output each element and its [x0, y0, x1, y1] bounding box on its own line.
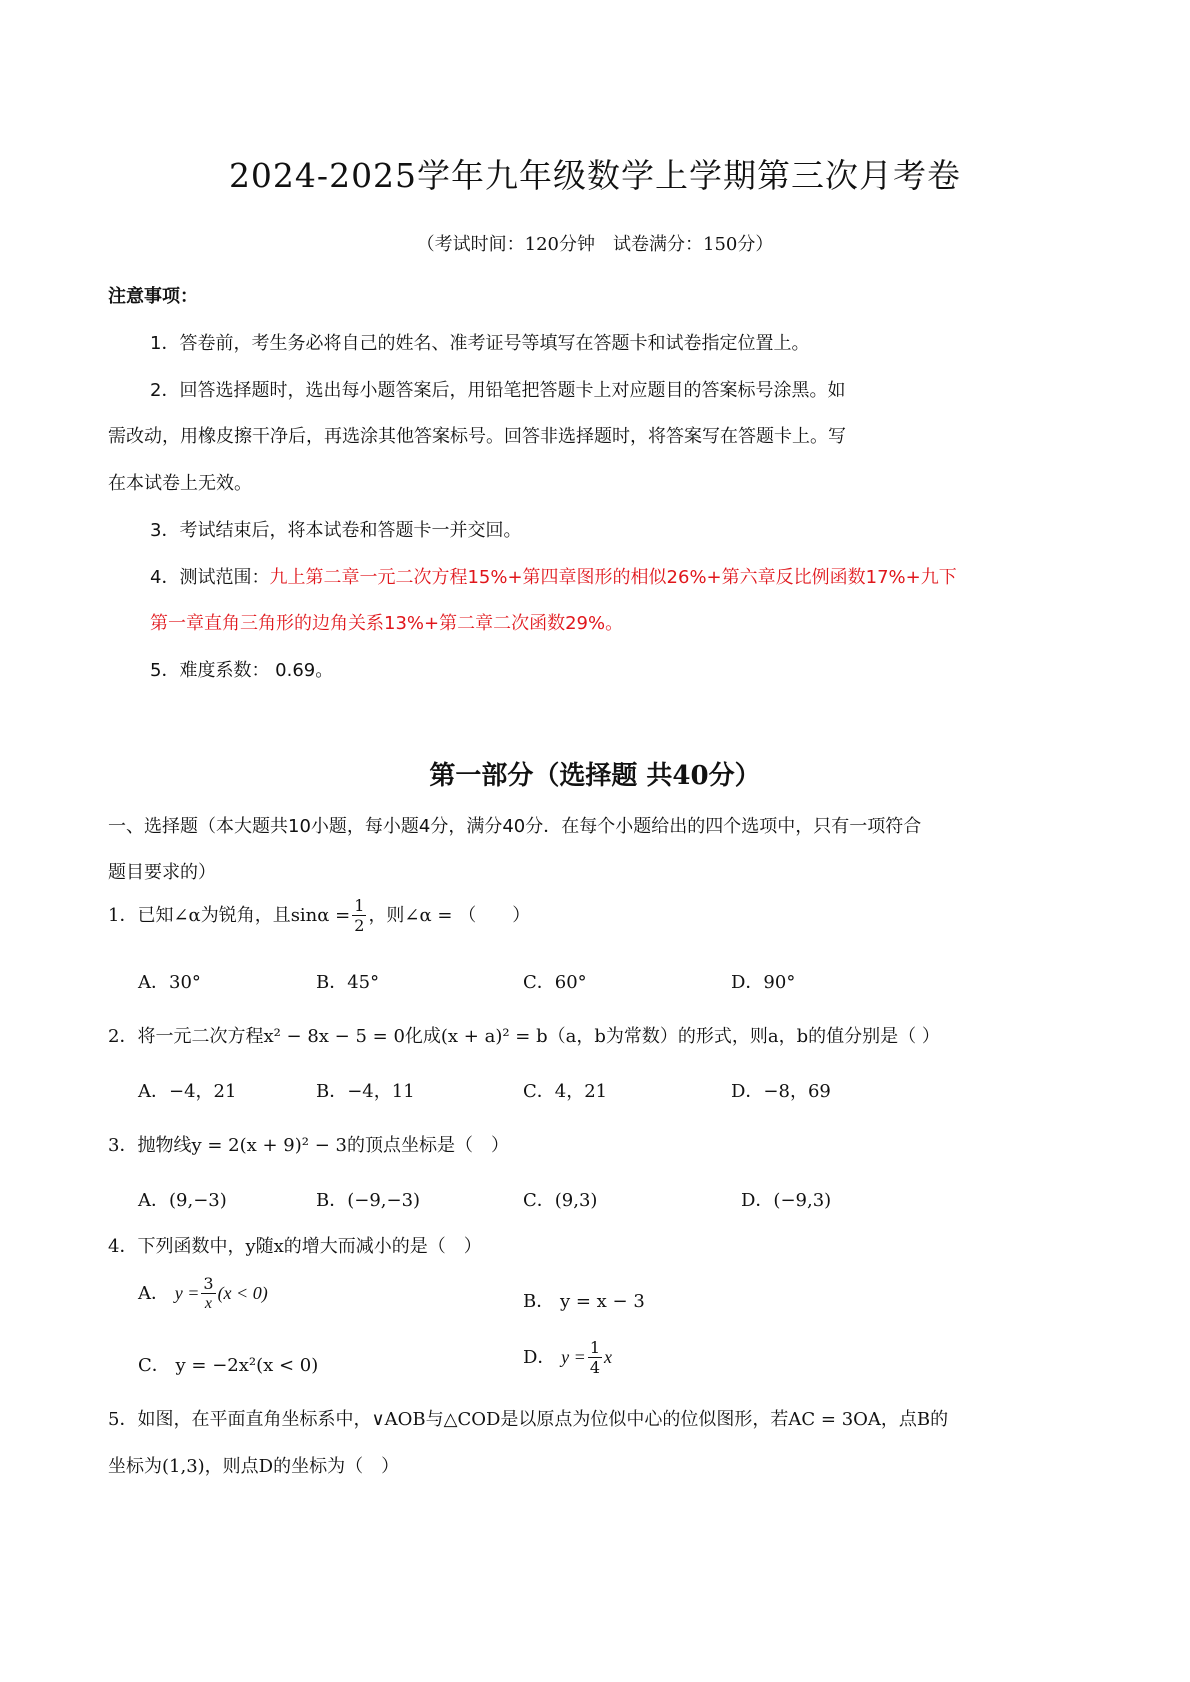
question-4-option-a-denominator: x — [204, 1295, 213, 1312]
question-1-numerator: 1 — [354, 896, 365, 915]
question-3-option-c: C．(9,3) — [523, 1190, 598, 1211]
question-3-option-d: D．(−9,3) — [741, 1190, 832, 1211]
question-4-option-a-lhs: y = — [174, 1283, 200, 1303]
question-5-line-2: 坐标为(1,3)，则点D的坐标为（ ） — [108, 1456, 400, 1477]
question-4-option-a-fraction — [201, 1276, 215, 1312]
question-3-option-a: A．(9,−3) — [138, 1190, 227, 1211]
question-2: 2．将一元二次方程x² − 8x − 5 = 0化成(x + a)² = b（a，b为常数）的形式，则a，b的值分别是（ ） — [108, 1026, 940, 1047]
note-item-4-line-1 — [150, 563, 957, 589]
question-4-option-d-rhs: x — [604, 1347, 612, 1367]
question-1-denominator: 2 — [354, 916, 365, 935]
question-1-option-c: C．60° — [523, 972, 587, 993]
question-1-fraction — [352, 898, 366, 934]
question-4-option-d — [523, 1340, 612, 1376]
section-heading-line-2: 题目要求的） — [108, 862, 216, 883]
question-1-option-a: A．30° — [138, 972, 201, 993]
question-4-option-d-lhs: y = — [561, 1347, 586, 1367]
question-3: 3．抛物线y = 2(x + 9)² − 3的顶点坐标是（ ） — [108, 1135, 509, 1156]
question-2-option-b: B．−4，11 — [316, 1081, 415, 1102]
question-4-option-d-fraction — [588, 1340, 602, 1376]
note-item-2-line-3: 在本试卷上无效。 — [108, 473, 252, 494]
notes-heading: 注意事项： — [108, 286, 198, 307]
question-4-option-a-rhs: (x < 0) — [217, 1283, 268, 1303]
note-item-2-line-1: 2．回答选择题时，选出每小题答案后，用铅笔把答题卡上对应题目的答案标号涂黑。如 — [150, 380, 846, 401]
exam-subtitle: （考试时间：120分钟 试卷满分：150分） — [416, 234, 774, 255]
question-4: 4．下列函数中，y随x的增大而减小的是（ ） — [108, 1236, 482, 1257]
note-item-3: 3．考试结束后，将本试卷和答题卡一并交回。 — [150, 520, 522, 541]
note-item-2-line-2: 需改动，用橡皮擦干净后，再选涂其他答案标号。回答非选择题时，将答案写在答题卡上。写 — [108, 426, 846, 447]
question-4-option-d-denominator: 4 — [589, 1358, 600, 1377]
question-4-option-a-numerator: 3 — [203, 1274, 214, 1293]
test-range-line-1: 九上第二章一元二次方程15%+第四章图形的相似26%+第六章反比例函数17%+九下 — [269, 567, 957, 588]
question-5-line-1: 5．如图，在平面直角坐标系中，∨AOB与△COD是以原点为位似中心的位似图形，若AC = 3OA，点B的 — [108, 1409, 949, 1430]
question-4-option-d-numerator: 1 — [589, 1338, 600, 1357]
question-2-option-d: D．−8，69 — [731, 1081, 831, 1102]
question-1-text-a: 1．已知∠α为锐角，且sinα = — [108, 905, 351, 926]
question-1 — [108, 898, 530, 934]
section-heading-line-1: 一、选择题（本大题共10小题，每小题4分，满分40分．在每个小题给出的四个选项中，只有一项符合 — [108, 816, 922, 837]
question-1-option-b: B．45° — [316, 972, 380, 993]
question-1-text-b: ，则∠α = （ ） — [368, 905, 531, 926]
question-4-option-b: B． y = x − 3 — [523, 1291, 645, 1312]
question-2-option-c: C．4，21 — [523, 1081, 608, 1102]
question-4-option-c: C． y = −2x²(x < 0) — [138, 1355, 319, 1376]
question-4-option-a — [138, 1276, 268, 1312]
question-2-option-a: A．−4，21 — [138, 1081, 237, 1102]
part-one-title: 第一部分（选择题 共40分） — [429, 761, 761, 791]
note-item-4-prefix: 4．测试范围： — [150, 567, 270, 588]
question-3-option-b: B．(−9,−3) — [316, 1190, 421, 1211]
note-item-1: 1．答卷前，考生务必将自己的姓名、准考证号等填写在答题卡和试卷指定位置上。 — [150, 333, 810, 354]
question-4-option-d-label: D． — [523, 1347, 556, 1368]
test-range-line-2: 第一章直角三角形的边角关系13%+第二章二次函数29%。 — [150, 613, 624, 634]
note-item-5: 5．难度系数： 0.69。 — [150, 660, 334, 681]
question-1-option-d: D．90° — [731, 972, 796, 993]
exam-title: 2024-2025学年九年级数学上学期第三次月考卷 — [228, 156, 962, 195]
question-4-option-a-label: A． — [138, 1283, 169, 1304]
